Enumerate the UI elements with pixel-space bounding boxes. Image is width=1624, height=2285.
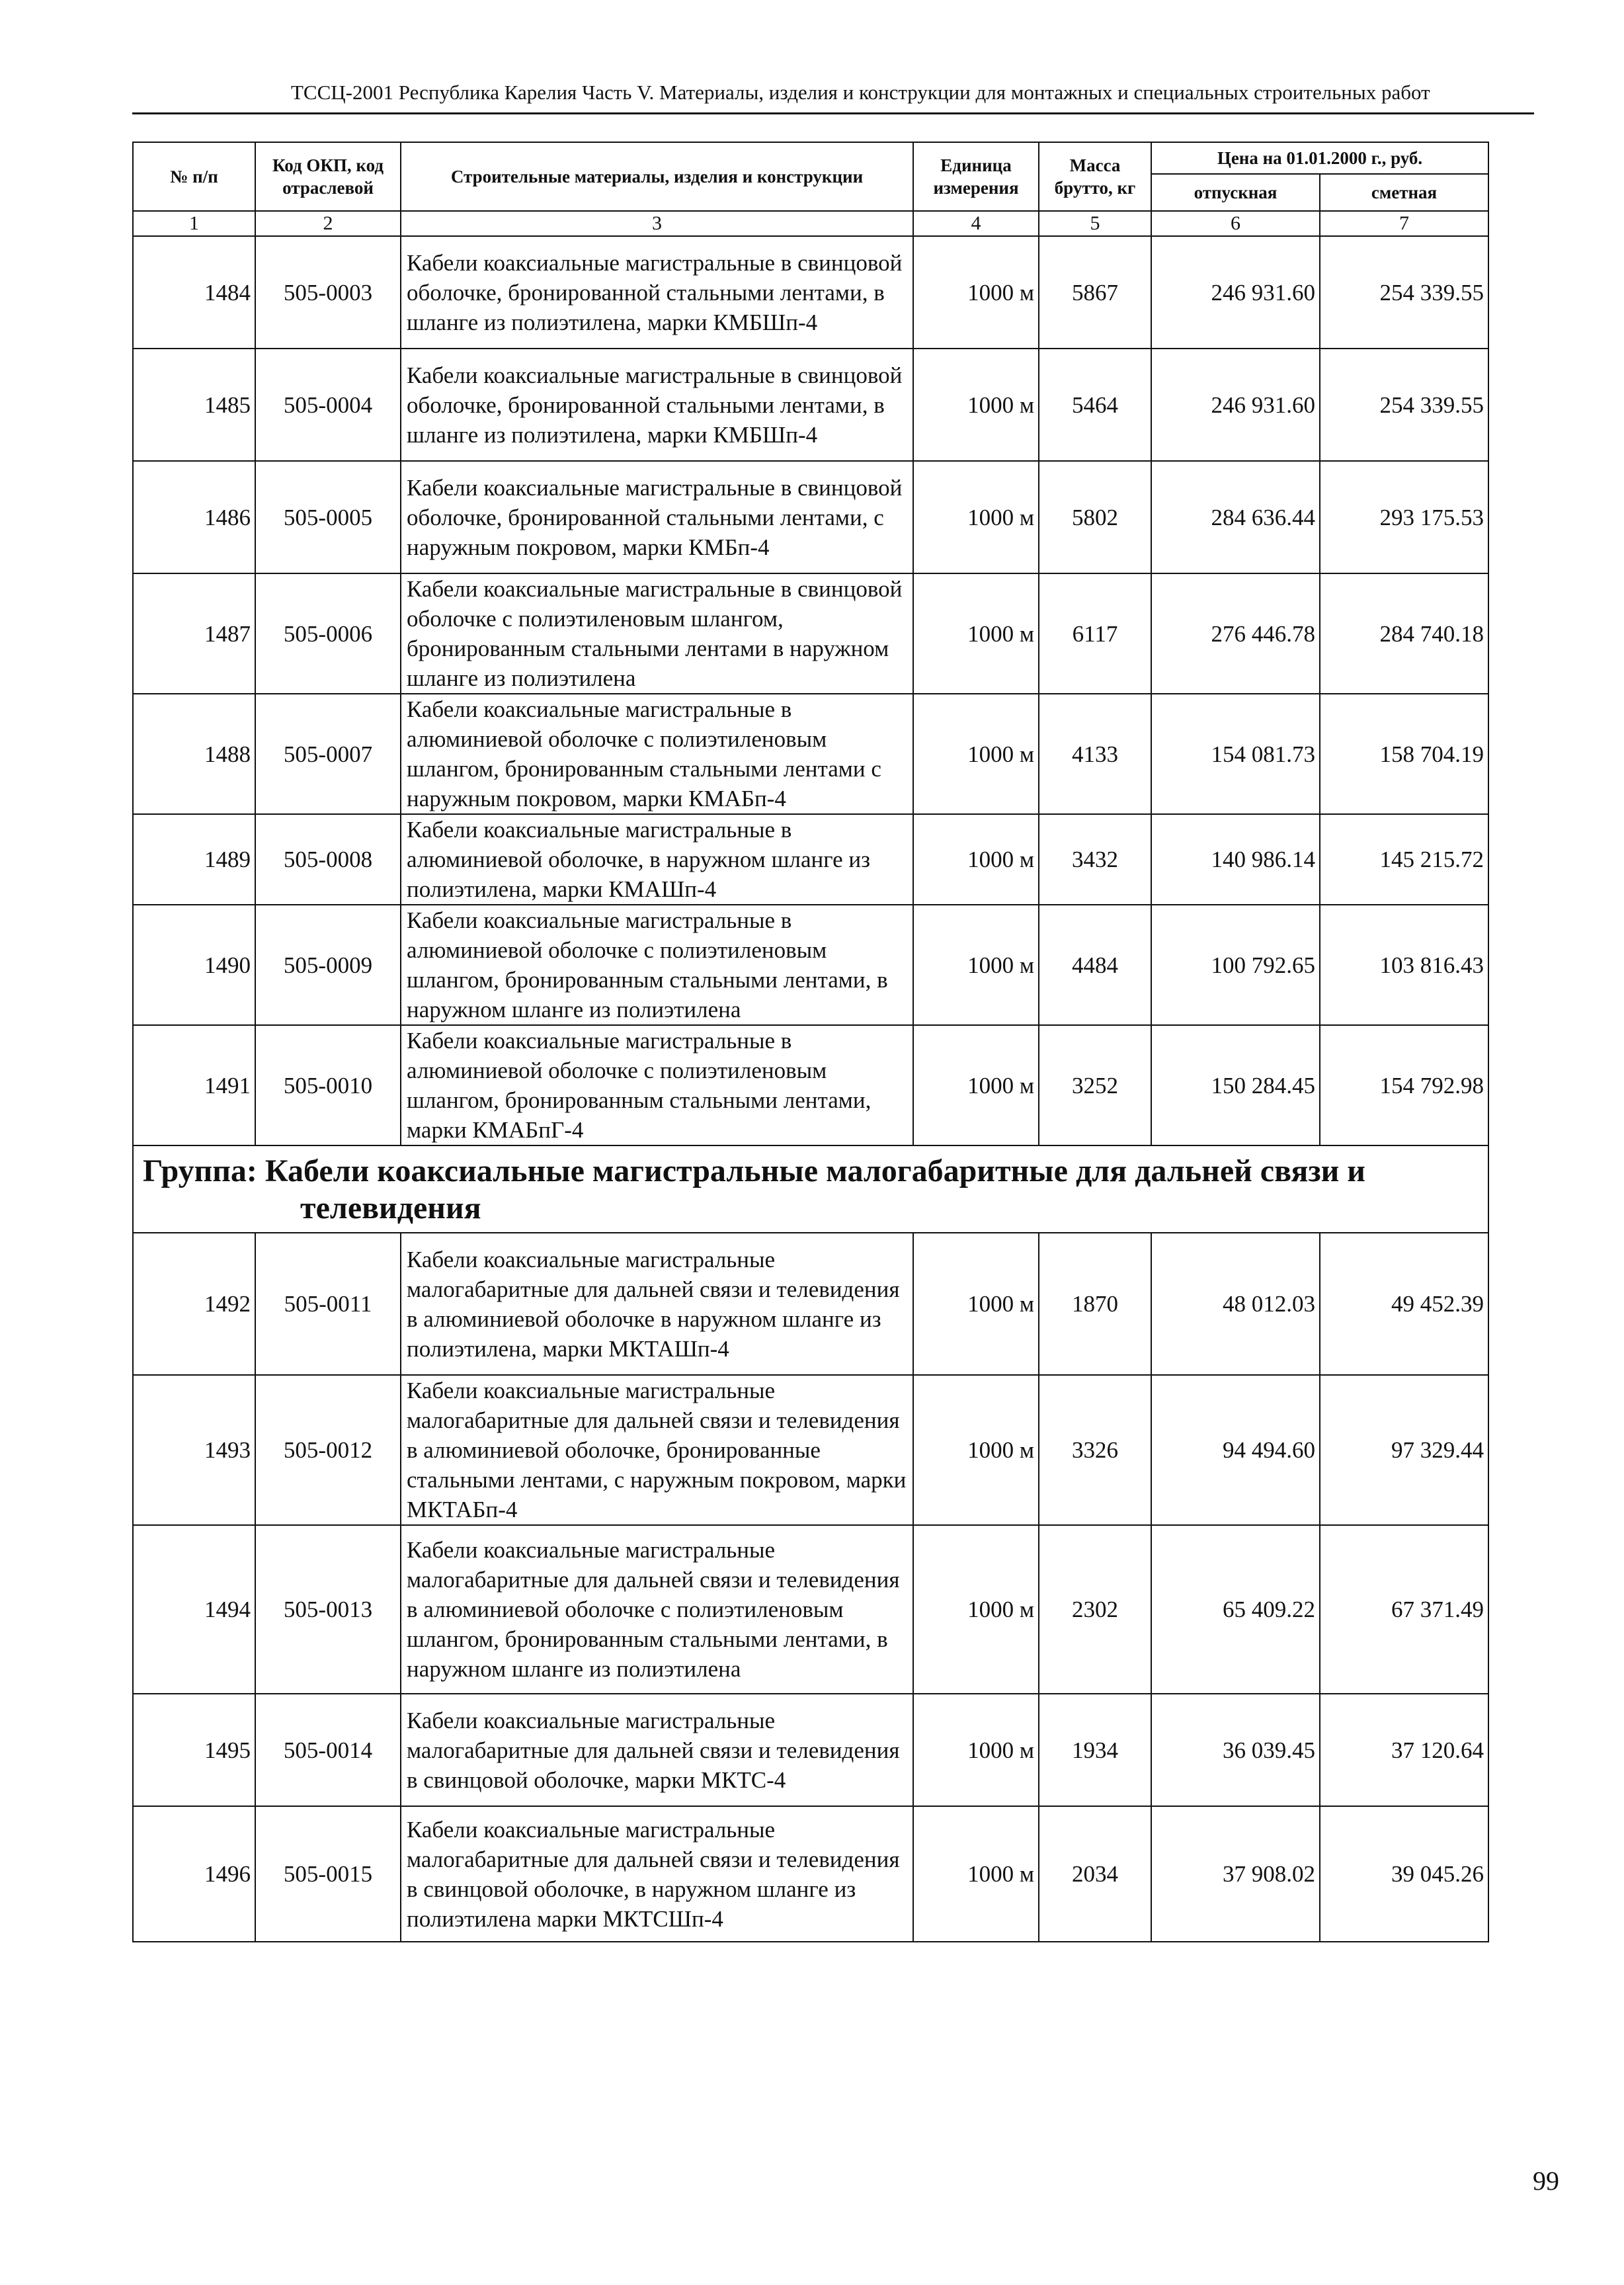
row-price-release: 276 446.78	[1151, 573, 1320, 694]
col-header-price-estimate: сметная	[1320, 174, 1488, 211]
row-description: Кабели коаксиальные магистральные малогабаритные для дальней связи и телевидения в свинцовой оболочке, в наружном шланге из полиэтилена марки МКТСШп-4	[401, 1806, 913, 1942]
row-description: Кабели коаксиальные магистральные малогабаритные для дальней связи и телевидения в алюминиевой оболочке в наружном шланге из полиэтилена, марки МКТАШп-4	[401, 1233, 913, 1375]
column-number: 6	[1151, 211, 1320, 236]
row-number: 1488	[133, 694, 255, 814]
row-price-release: 246 931.60	[1151, 349, 1320, 461]
row-price-estimate: 67 371.49	[1320, 1525, 1488, 1694]
row-number: 1493	[133, 1375, 255, 1525]
row-price-release: 140 986.14	[1151, 814, 1320, 905]
row-unit: 1000 м	[913, 1694, 1039, 1806]
row-price-release: 100 792.65	[1151, 905, 1320, 1025]
row-mass: 3326	[1039, 1375, 1151, 1525]
row-unit: 1000 м	[913, 694, 1039, 814]
row-price-estimate: 154 792.98	[1320, 1025, 1488, 1145]
row-mass: 4133	[1039, 694, 1151, 814]
price-table	[132, 142, 1489, 1942]
row-number: 1496	[133, 1806, 255, 1942]
row-price-estimate: 39 045.26	[1320, 1806, 1488, 1942]
col-header-name: Строительные материалы, изделия и конструкции	[401, 142, 913, 211]
row-unit: 1000 м	[913, 1806, 1039, 1942]
table-row	[133, 814, 1488, 905]
column-number-row	[133, 211, 1488, 236]
row-mass: 5867	[1039, 236, 1151, 349]
row-price-release: 154 081.73	[1151, 694, 1320, 814]
row-unit: 1000 м	[913, 1525, 1039, 1694]
row-description: Кабели коаксиальные магистральные в свинцовой оболочке, бронированной стальными лентами, с наружным покровом, марки КМБп-4	[401, 461, 913, 573]
row-unit: 1000 м	[913, 349, 1039, 461]
row-code: 505-0006	[255, 573, 401, 694]
row-code: 505-0013	[255, 1525, 401, 1694]
row-price-estimate: 293 175.53	[1320, 461, 1488, 573]
row-description: Кабели коаксиальные магистральные в алюминиевой оболочке с полиэтиленовым шлангом, бронированным стальными лентами, в наружном шланге из полиэтилена	[401, 905, 913, 1025]
table-body-section-a	[133, 236, 1488, 1145]
row-price-estimate: 37 120.64	[1320, 1694, 1488, 1806]
page-number: 99	[1533, 2166, 1559, 2196]
running-title: ТССЦ-2001 Республика Карелия Часть V. Материалы, изделия и конструкции для монтажных и специальных строительных работ	[291, 81, 1430, 104]
header-row	[133, 142, 1488, 174]
row-number: 1492	[133, 1233, 255, 1375]
col-header-code: Код ОКП, код отраслевой	[255, 142, 401, 211]
col-header-price-release: отпускная	[1151, 174, 1320, 211]
column-number: 4	[913, 211, 1039, 236]
table-row	[133, 1525, 1488, 1694]
row-price-release: 48 012.03	[1151, 1233, 1320, 1375]
row-unit: 1000 м	[913, 461, 1039, 573]
col-header-unit: Единица измерения	[913, 142, 1039, 211]
row-code: 505-0003	[255, 236, 401, 349]
group-title	[133, 1145, 1488, 1233]
row-number: 1491	[133, 1025, 255, 1145]
table-row	[133, 1025, 1488, 1145]
table-body-section-b	[133, 1233, 1488, 1942]
row-number: 1487	[133, 573, 255, 694]
row-unit: 1000 м	[913, 1025, 1039, 1145]
table-row	[133, 1375, 1488, 1525]
row-code: 505-0012	[255, 1375, 401, 1525]
row-code: 505-0008	[255, 814, 401, 905]
table-row	[133, 1806, 1488, 1942]
row-mass: 1934	[1039, 1694, 1151, 1806]
row-number: 1495	[133, 1694, 255, 1806]
row-unit: 1000 м	[913, 1233, 1039, 1375]
row-mass: 4484	[1039, 905, 1151, 1025]
table-row	[133, 236, 1488, 349]
col-header-num: № п/п	[133, 142, 255, 211]
row-mass: 3252	[1039, 1025, 1151, 1145]
row-unit: 1000 м	[913, 1375, 1039, 1525]
row-number: 1484	[133, 236, 255, 349]
row-description: Кабели коаксиальные магистральные в свинцовой оболочке с полиэтиленовым шлангом, бронированным стальными лентами в наружном шланге из полиэтилена	[401, 573, 913, 694]
row-description: Кабели коаксиальные магистральные в свинцовой оболочке, бронированной стальными лентами, в шланге из полиэтилена, марки КМБШп-4	[401, 236, 913, 349]
row-mass: 3432	[1039, 814, 1151, 905]
column-number: 7	[1320, 211, 1488, 236]
row-code: 505-0015	[255, 1806, 401, 1942]
row-mass: 1870	[1039, 1233, 1151, 1375]
row-number: 1485	[133, 349, 255, 461]
table-row	[133, 349, 1488, 461]
row-price-estimate: 49 452.39	[1320, 1233, 1488, 1375]
table-row	[133, 694, 1488, 814]
row-description: Кабели коаксиальные магистральные в алюминиевой оболочке с полиэтиленовым шлангом, бронированным стальными лентами с наружным покровом, марки КМАБп-4	[401, 694, 913, 814]
table-row	[133, 1233, 1488, 1375]
group-title-row	[133, 1145, 1488, 1233]
row-description: Кабели коаксиальные магистральные в свинцовой оболочке, бронированной стальными лентами, в шланге из полиэтилена, марки КМБШп-4	[401, 349, 913, 461]
row-number: 1489	[133, 814, 255, 905]
row-code: 505-0004	[255, 349, 401, 461]
row-code: 505-0014	[255, 1694, 401, 1806]
row-mass: 5464	[1039, 349, 1151, 461]
column-number: 2	[255, 211, 401, 236]
row-description: Кабели коаксиальные магистральные в алюминиевой оболочке с полиэтиленовым шлангом, бронированным стальными лентами, марки КМАБпГ-4	[401, 1025, 913, 1145]
row-code: 505-0005	[255, 461, 401, 573]
row-unit: 1000 м	[913, 814, 1039, 905]
row-code: 505-0009	[255, 905, 401, 1025]
row-price-release: 94 494.60	[1151, 1375, 1320, 1525]
row-price-estimate: 254 339.55	[1320, 236, 1488, 349]
row-price-estimate: 284 740.18	[1320, 573, 1488, 694]
row-description: Кабели коаксиальные магистральные малогабаритные для дальней связи и телевидения в алюминиевой оболочке с полиэтиленовым шлангом, бронированным стальными лентами, в наружном шланге из полиэтилена	[401, 1525, 913, 1694]
group-title-text: Группа: Кабели коаксиальные магистральные малогабаритные для дальней связи и телевидения	[143, 1153, 1365, 1226]
row-number: 1486	[133, 461, 255, 573]
row-price-estimate: 254 339.55	[1320, 349, 1488, 461]
row-number: 1490	[133, 905, 255, 1025]
row-unit: 1000 м	[913, 573, 1039, 694]
table-row	[133, 573, 1488, 694]
row-mass: 5802	[1039, 461, 1151, 573]
row-code: 505-0010	[255, 1025, 401, 1145]
column-number: 1	[133, 211, 255, 236]
row-description: Кабели коаксиальные магистральные малогабаритные для дальней связи и телевидения в алюминиевой оболочке, бронированные стальными лентами, с наружным покровом, марки МКТАБп-4	[401, 1375, 913, 1525]
row-price-release: 246 931.60	[1151, 236, 1320, 349]
header-rule	[132, 112, 1534, 114]
col-header-price-group: Цена на 01.01.2000 г., руб.	[1151, 142, 1488, 174]
row-unit: 1000 м	[913, 905, 1039, 1025]
row-price-release: 65 409.22	[1151, 1525, 1320, 1694]
table-row	[133, 461, 1488, 573]
row-price-estimate: 158 704.19	[1320, 694, 1488, 814]
row-price-release: 36 039.45	[1151, 1694, 1320, 1806]
row-number: 1494	[133, 1525, 255, 1694]
column-number: 3	[401, 211, 913, 236]
col-header-mass: Масса брутто, кг	[1039, 142, 1151, 211]
row-price-release: 150 284.45	[1151, 1025, 1320, 1145]
row-mass: 6117	[1039, 573, 1151, 694]
row-code: 505-0007	[255, 694, 401, 814]
row-price-estimate: 103 816.43	[1320, 905, 1488, 1025]
row-price-estimate: 145 215.72	[1320, 814, 1488, 905]
row-price-estimate: 97 329.44	[1320, 1375, 1488, 1525]
row-description: Кабели коаксиальные магистральные малогабаритные для дальней связи и телевидения в свинцовой оболочке, марки МКТС-4	[401, 1694, 913, 1806]
table-row	[133, 905, 1488, 1025]
row-unit: 1000 м	[913, 236, 1039, 349]
table-row	[133, 1694, 1488, 1806]
row-mass: 2302	[1039, 1525, 1151, 1694]
row-mass: 2034	[1039, 1806, 1151, 1942]
column-number: 5	[1039, 211, 1151, 236]
row-code: 505-0011	[255, 1233, 401, 1375]
row-description: Кабели коаксиальные магистральные в алюминиевой оболочке, в наружном шланге из полиэтилена, марки КМАШп-4	[401, 814, 913, 905]
group-section	[133, 1145, 1488, 1233]
row-price-release: 284 636.44	[1151, 461, 1320, 573]
row-price-release: 37 908.02	[1151, 1806, 1320, 1942]
